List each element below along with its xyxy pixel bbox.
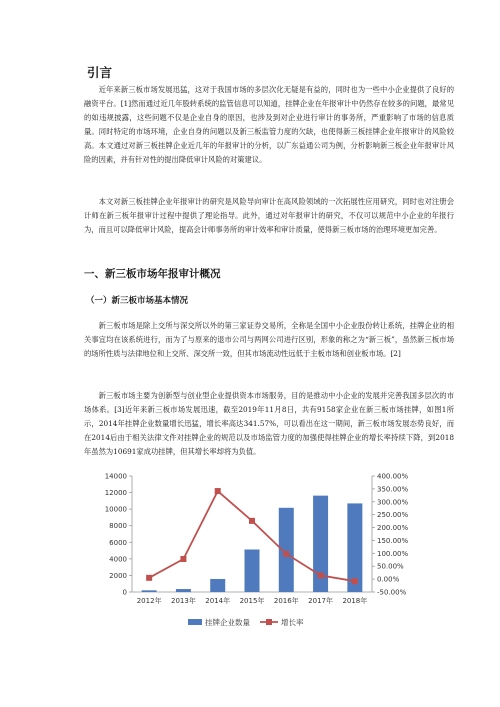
right-tick-label: 0.00% bbox=[377, 575, 400, 584]
left-tick-label: 6000 bbox=[109, 538, 127, 547]
left-tick-label: 12000 bbox=[104, 489, 127, 498]
growth-rate-point bbox=[146, 575, 152, 581]
listing-growth-chart bbox=[84, 466, 424, 638]
x-tick-label: 2014年 bbox=[205, 597, 231, 605]
left-tick-label: 4000 bbox=[109, 555, 127, 564]
growth-rate-point bbox=[180, 556, 186, 562]
growth-rate-point bbox=[352, 578, 358, 584]
right-tick-label: 100.00% bbox=[377, 549, 409, 558]
x-tick-label: 2018年 bbox=[342, 597, 368, 605]
section-paragraph-1: 新三板市场是除上交所与深交所以外的第三家证券交易所，全称是全国中小企业股份转让系统，挂牌企业的相关事宜均在该系统进行，而为了与原来的退市公司与两网公司进行区别，形象的称之为“新三板”，虽然新三板市场的场所性质与法律地位和上交所、深交所一致，但其市场流动性远低于主板市场和创业板市场。[2] bbox=[84, 321, 454, 358]
legend-bar-swatch bbox=[188, 619, 202, 625]
bar-listed-count bbox=[142, 590, 157, 592]
growth-rate-point bbox=[283, 551, 289, 557]
x-tick-label: 2015年 bbox=[239, 597, 265, 605]
intro-paragraph-2: 本文对新三板挂牌企业年报审计的研究是风险导向审计在高风险领域的一次拓展性应用研究，同时也对注册会计师在新三板年报审计过程中提供了理论指导。此外，通过对年报审计的研究，不仅可以规范中小企业的年报行为，而且可以降低审计风险，提高会计师事务所的审计效率和审计质量，使得新三板市场的治理环境更加完善。 bbox=[84, 197, 454, 234]
x-tick-label: 2012年 bbox=[136, 597, 162, 605]
legend-bar-label: 挂牌企业数量 bbox=[205, 618, 250, 627]
right-tick-label: 400.00% bbox=[377, 472, 409, 481]
right-tick-label: -50.00% bbox=[377, 588, 407, 597]
legend-line-marker bbox=[266, 619, 272, 625]
x-tick-label: 2017年 bbox=[308, 597, 333, 605]
growth-rate-point bbox=[215, 488, 221, 494]
left-tick-label: 10000 bbox=[104, 505, 127, 514]
legend-line-label: 增长率 bbox=[281, 618, 304, 627]
x-tick-label: 2016年 bbox=[273, 597, 299, 605]
section-title: 一、新三板市场年报审计概况 bbox=[84, 268, 221, 280]
intro-paragraph-1: 近年来新三板市场发展迅猛，这对于我国市场的多层次化无疑是有益的，同时也为一些中小企业提供了良好的融资平台。[1]然而通过近几年股转系统的监管信息可以知道，挂牌企业在年报审计中仍然存在较多的问题，最常见的如违规披露，这些问题不仅是企业自身的原因，也涉及到对企业进行审计的事务所，严重影响了市场的信息质量。同时特定的市场环境，企业自身的问题以及新三板监管力度的欠缺，也使得新三板挂牌企业年报审计的风险较高。本文通过对新三板挂牌企业近几年的年报审计的分析，以广东益通公司为例，分析影响新三板企业年报审计风险的因素，并有针对性的提出降低审计风险的对策建议。 bbox=[84, 85, 454, 164]
growth-rate-point bbox=[318, 572, 324, 578]
left-tick-label: 8000 bbox=[109, 522, 127, 531]
right-tick-label: 250.00% bbox=[377, 511, 409, 520]
bar-listed-count bbox=[176, 589, 191, 592]
left-tick-label: 14000 bbox=[104, 472, 127, 481]
right-tick-label: 200.00% bbox=[377, 524, 409, 533]
right-tick-label: 50.00% bbox=[377, 562, 404, 571]
growth-rate-point bbox=[249, 518, 255, 524]
intro-heading: 引言 bbox=[87, 65, 113, 80]
bar-listed-count bbox=[210, 579, 225, 592]
bar-listed-count bbox=[245, 550, 260, 592]
x-tick-label: 2013年 bbox=[171, 597, 196, 605]
right-tick-label: 350.00% bbox=[377, 485, 409, 494]
left-tick-label: 0 bbox=[122, 588, 127, 597]
right-tick-label: 300.00% bbox=[377, 498, 409, 507]
left-tick-label: 2000 bbox=[109, 571, 127, 580]
right-tick-label: 150.00% bbox=[377, 536, 409, 545]
section-paragraph-2: 新三板市场主要为创新型与创业型企业提供资本市场服务，目的是推动中小企业的发展并完善我国多层次的市场体系。[3]近年来新三板市场发展迅速，截至2019年11月8日，共有9158家企业在新三板市场挂牌，如图1所示，2014年挂牌企业数量增长迅猛，增长率高达341.57%，可以看出在这一期间，新三板市场发展态势良好，而在2014后由于相关法律文件对挂牌企业的规范以及市场监管力度的加强使得挂牌企业的增长率持续下降，到2018年虽然为10691家成功挂牌，但其增长率却将为负值。 bbox=[84, 391, 454, 456]
subsection-title: （一）新三板市场基本情况 bbox=[86, 296, 189, 306]
